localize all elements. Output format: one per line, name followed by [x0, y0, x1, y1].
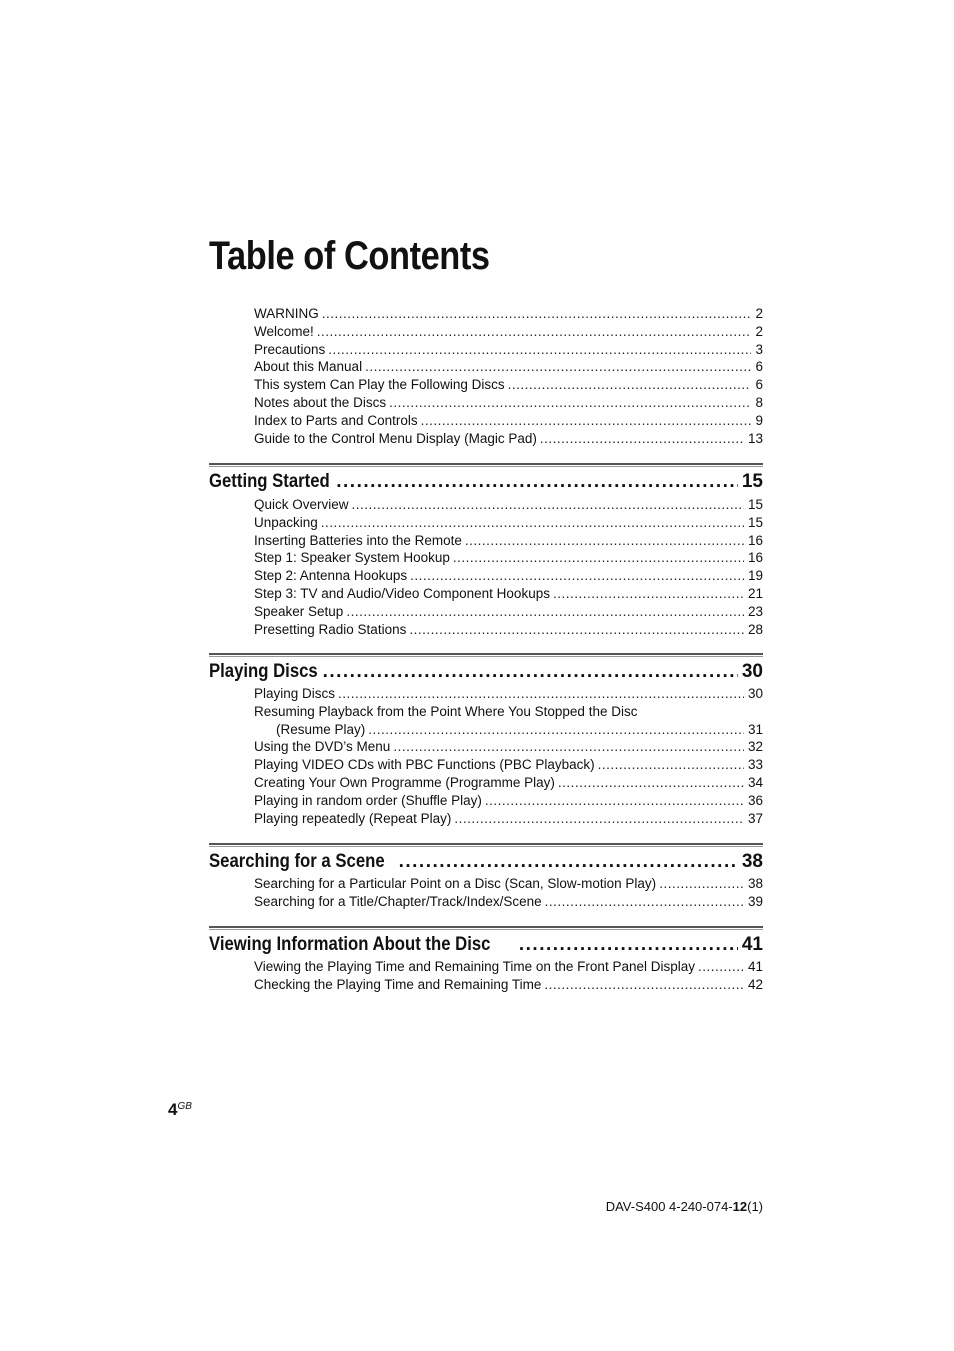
- section-entries: [254, 958, 763, 994]
- section-rule-thin: [209, 846, 763, 847]
- toc-entry[interactable]: Playing repeatedly (Repeat Play) ..... 37: [254, 810, 763, 828]
- intro-list: [254, 305, 763, 447]
- toc-entry[interactable]: Step 2: Antenna Hookups ..... 19: [254, 567, 763, 585]
- section-playing-discs: [209, 653, 763, 684]
- toc-entry-welcome[interactable]: Welcome! ..... 2: [254, 323, 763, 341]
- section-entries: [254, 685, 763, 827]
- page-number-suffix: GB: [177, 1101, 192, 1112]
- section-rule: [209, 653, 763, 655]
- section-searching-scene: [209, 843, 763, 874]
- toc-entry[interactable]: Checking the Playing Time and Remaining Time ..... 42: [254, 976, 763, 994]
- toc-entry-about-manual[interactable]: About this Manual ..... 6: [254, 358, 763, 376]
- toc-entry[interactable]: Step 1: Speaker System Hookup ..... 16: [254, 549, 763, 567]
- section-viewing-information: [209, 926, 763, 957]
- toc-entry[interactable]: Viewing the Playing Time and Remaining Time on the Front Panel Display ..... 41: [254, 958, 763, 976]
- toc-entry[interactable]: Unpacking ..... 15: [254, 514, 763, 532]
- model-code: DAV-S400 4-240-074-12(1): [605, 1199, 763, 1214]
- toc-entry-control-menu[interactable]: Guide to the Control Menu Display (Magic Pad) ..... 13: [254, 430, 763, 448]
- toc-entry[interactable]: Speaker Setup ..... 23: [254, 603, 763, 621]
- toc-entry-index-parts[interactable]: Index to Parts and Controls ..... 9: [254, 412, 763, 430]
- toc-entry-precautions[interactable]: Precautions ..... 3: [254, 341, 763, 359]
- toc-entry[interactable]: Playing in random order (Shuffle Play) ..... 36: [254, 792, 763, 810]
- toc-entry[interactable]: Playing VIDEO CDs with PBC Functions (PBC Playback) ..... 33: [254, 756, 763, 774]
- section-heading[interactable]: Getting Started ..... 15: [209, 470, 763, 494]
- toc-entry[interactable]: (Resume Play) ..... 31: [254, 721, 763, 739]
- toc-entry[interactable]: Inserting Batteries into the Remote ..... 16: [254, 532, 763, 550]
- toc-entry-playable-discs[interactable]: This system Can Play the Following Discs ..... 6: [254, 376, 763, 394]
- toc-entry-notes-discs[interactable]: Notes about the Discs ..... 8: [254, 394, 763, 412]
- toc-entry[interactable]: Quick Overview ..... 15: [254, 496, 763, 514]
- section-rule: [209, 843, 763, 845]
- toc-entry[interactable]: Resuming Playback from the Point Where You Stopped the Disc: [254, 703, 638, 719]
- section-entries: [254, 875, 763, 911]
- toc-entry[interactable]: Using the DVD’s Menu ..... 32: [254, 738, 763, 756]
- section-heading[interactable]: Viewing Information About the Disc ..... 41: [209, 933, 763, 957]
- toc-entry[interactable]: Searching for a Title/Chapter/Track/Index/Scene ..... 39: [254, 893, 763, 911]
- section-rule-thin: [209, 656, 763, 657]
- toc-entry[interactable]: Presetting Radio Stations ..... 28: [254, 621, 763, 639]
- toc-entry[interactable]: Creating Your Own Programme (Programme Play) ..... 34: [254, 774, 763, 792]
- section-rule: [209, 463, 763, 465]
- toc-entry-warning[interactable]: WARNING ..... 2: [254, 305, 763, 323]
- page-title: Table of Contents: [209, 234, 490, 278]
- toc-entry[interactable]: Step 3: TV and Audio/Video Component Hookups ..... 21: [254, 585, 763, 603]
- section-rule-thin: [209, 929, 763, 930]
- section-heading[interactable]: Playing Discs ..... 30: [209, 660, 763, 684]
- section-heading[interactable]: Searching for a Scene ..... 38: [209, 850, 763, 874]
- page-number: $4^{GB}$: [168, 1100, 192, 1119]
- toc-entry[interactable]: Searching for a Particular Point on a Disc (Scan, Slow-motion Play) ..... 38: [254, 875, 763, 893]
- section-rule: [209, 926, 763, 928]
- section-entries: [254, 496, 763, 638]
- section-getting-started: [209, 463, 763, 494]
- section-rule-thin: [209, 466, 763, 467]
- toc-entry[interactable]: Playing Discs ..... 30: [254, 685, 763, 703]
